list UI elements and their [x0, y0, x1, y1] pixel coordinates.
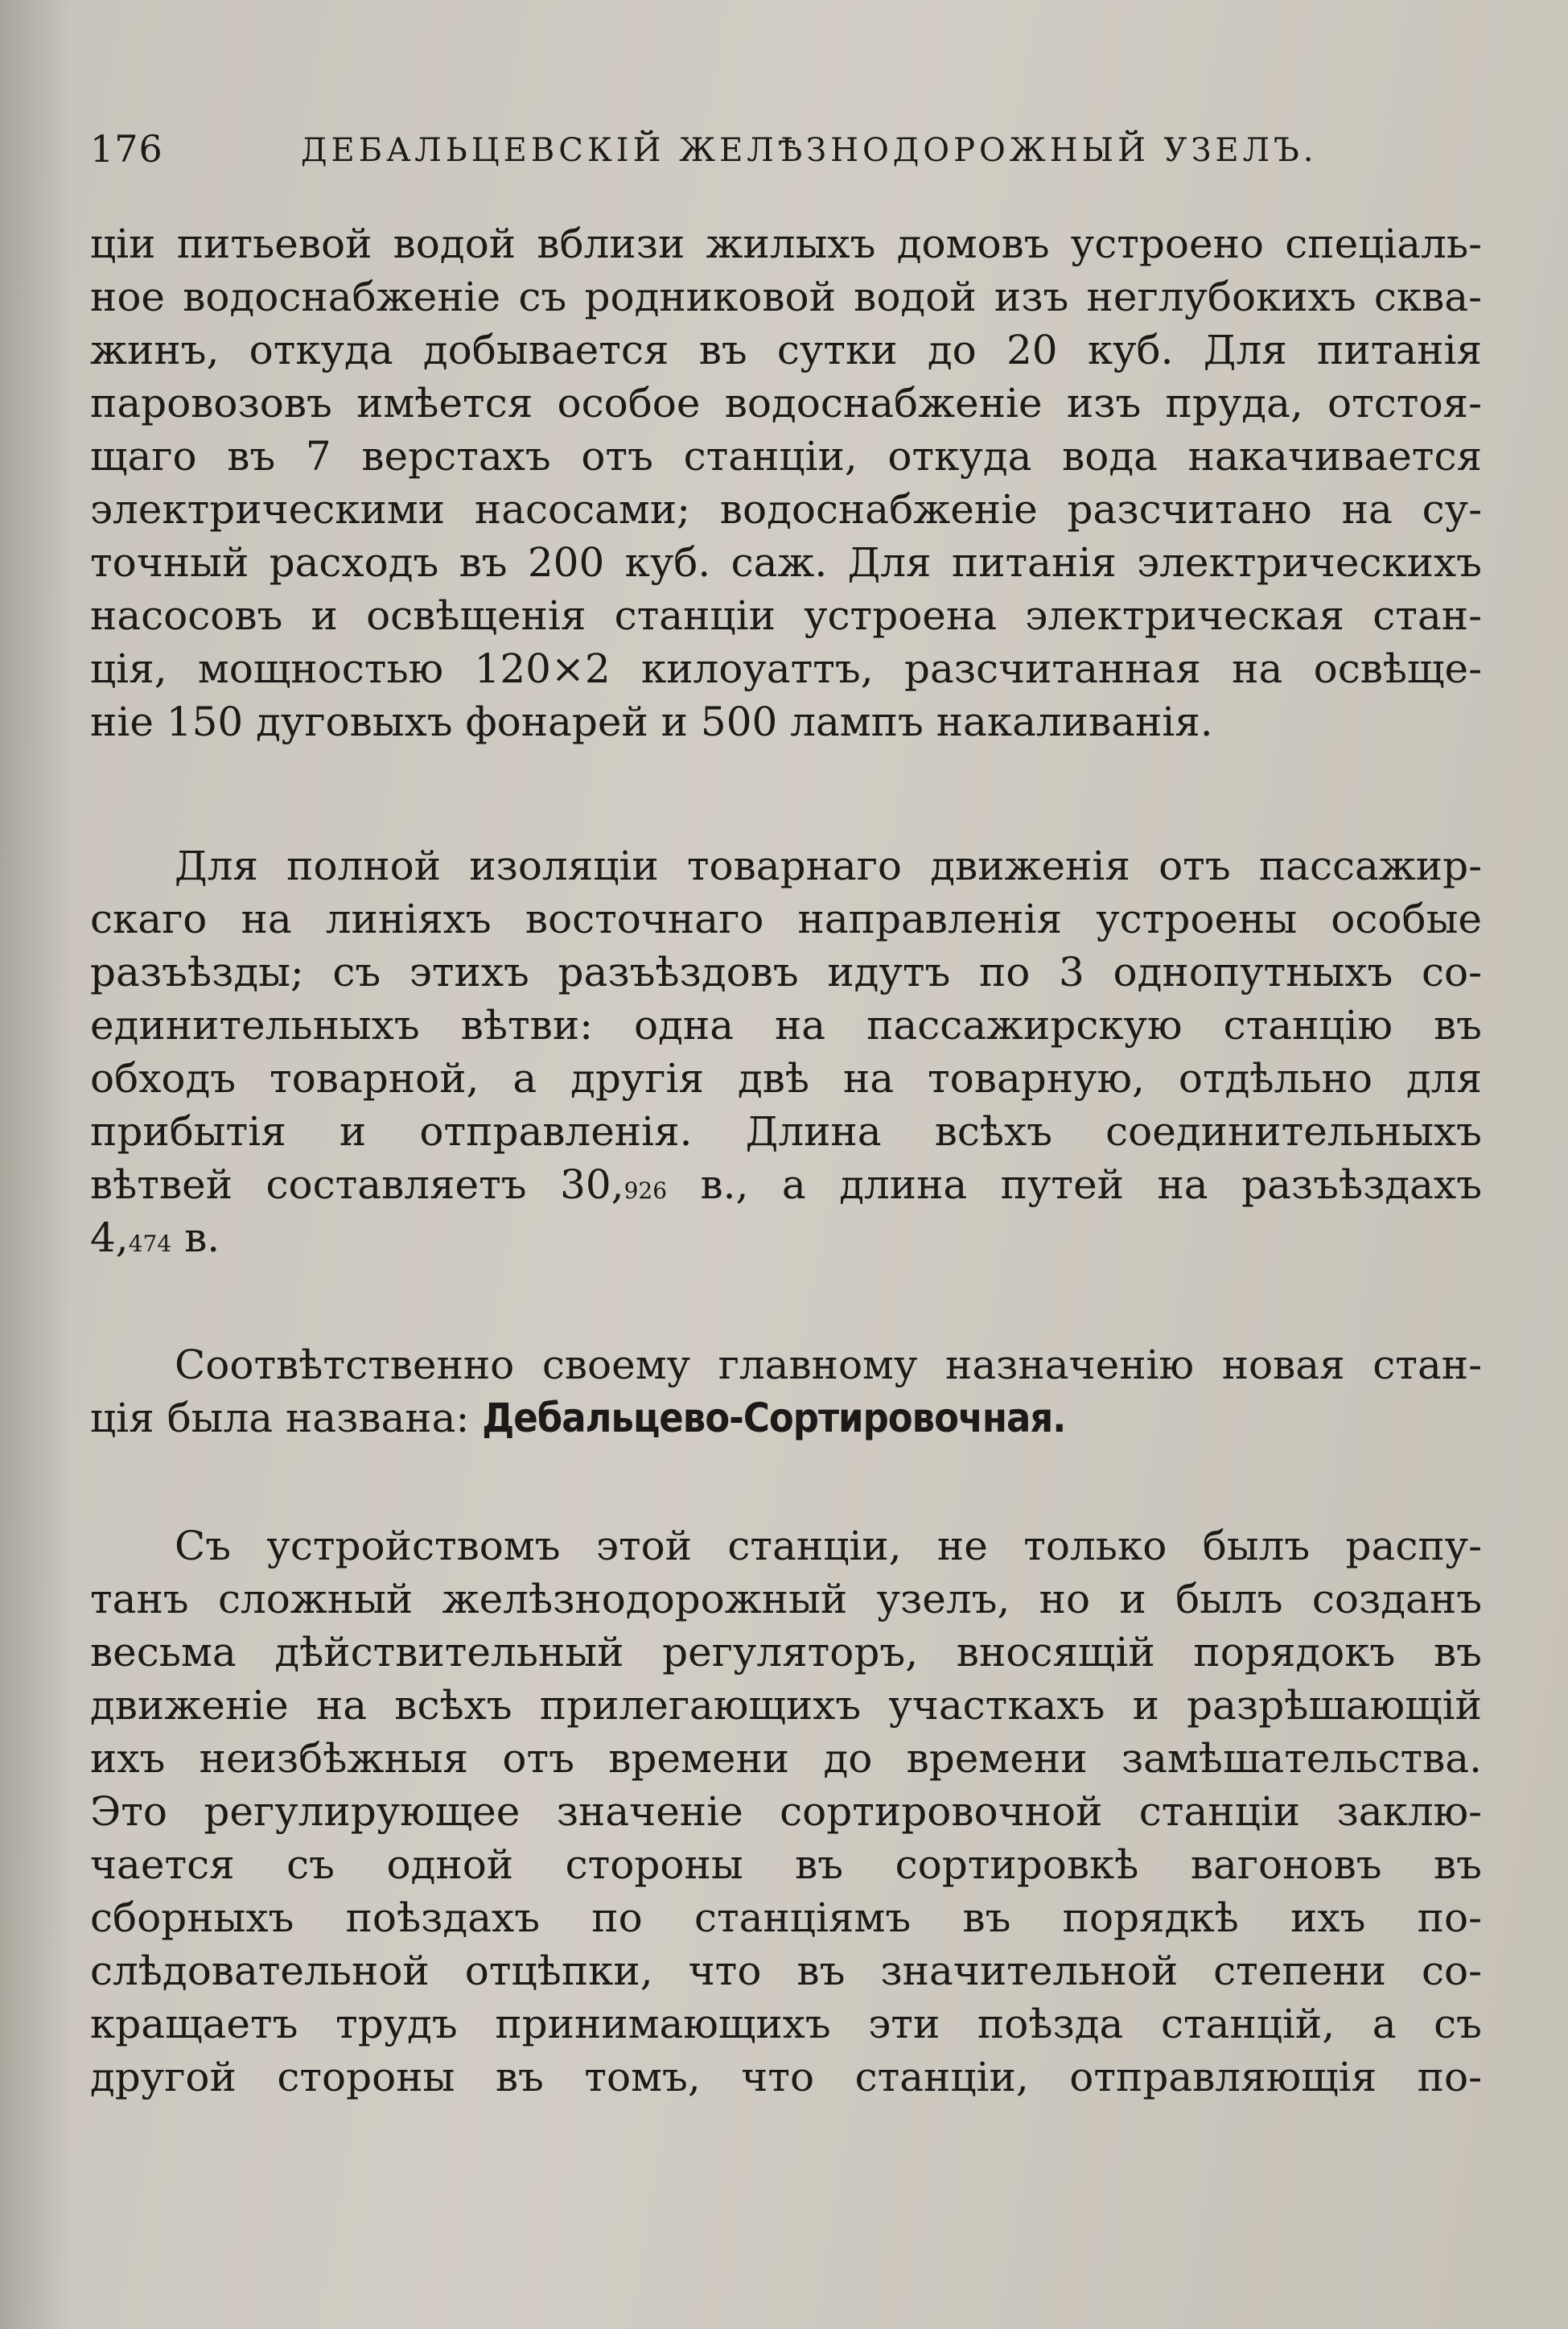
text-line: обходъ товарной, а другія двѣ на товарную, отдѣльно для	[90, 1055, 1482, 1102]
text-line: жинъ, откуда добывается въ сутки до 20 куб. Для питанія	[90, 327, 1482, 373]
text-line	[90, 1158, 1482, 1211]
text-line: ное водоснабженіе съ родниковой водой изъ неглубокихъ сква-	[90, 274, 1482, 320]
text-line: ихъ неизбѣжныя отъ времени до времени замѣшательства.	[90, 1735, 1482, 1782]
text-line: движеніе на всѣхъ прилегающихъ участкахъ и разрѣшающій	[90, 1682, 1482, 1729]
text-line: насосовъ и освѣщенія станціи устроена электрическая стан-	[90, 592, 1482, 639]
text-line: Это регулирующее значеніе сортировочной станціи заклю-	[90, 1788, 1482, 1835]
station-name: Дебальцево-Сортировочная.	[482, 1395, 1066, 1441]
text-fragment: в.	[171, 1214, 220, 1261]
text-line: ціи питьевой водой вблизи жилыхъ домовъ устроено спеціаль-	[90, 221, 1482, 267]
text-line	[90, 1391, 1482, 1445]
text-line: точный расходъ въ 200 куб. саж. Для питанія электрическихъ	[90, 539, 1482, 586]
running-title: ДЕБАЛЬЦЕВСКІЙ ЖЕЛѢЗНОДОРОЖНЫЙ УЗЕЛЪ.	[301, 132, 1318, 169]
page-header	[90, 127, 1490, 183]
text-line: Соотвѣтственно своему главному назначенію новая стан-	[175, 1342, 1482, 1388]
text-line: прибытія и отправленія. Длина всѣхъ соединительныхъ	[90, 1108, 1482, 1155]
page-edge-shadow	[0, 0, 72, 2329]
text-line: щаго въ 7 верстахъ отъ станціи, откуда вода накачивается	[90, 433, 1482, 480]
text-line: Для полной изоляціи товарнаго движенія отъ пассажир-	[175, 843, 1482, 889]
text-fragment: вѣтвей составляетъ 30,	[90, 1161, 624, 1208]
text-line	[90, 1211, 1482, 1264]
text-line: другой стороны въ томъ, что станціи, отправляющія по-	[90, 2054, 1482, 2100]
text-line: кращаетъ трудъ принимающихъ эти поѣзда станцій, а съ	[90, 2001, 1482, 2047]
text-line: разъѣзды; съ этихъ разъѣздовъ идутъ по 3 однопутныхъ со-	[90, 949, 1482, 995]
paragraph-1	[90, 217, 1482, 748]
text-line: единительныхъ вѣтви: одна на пассажирскую станцію въ	[90, 1002, 1482, 1049]
paragraph-3	[90, 1338, 1482, 1445]
text-line: сборныхъ поѣздахъ по станціямъ въ порядкѣ ихъ по-	[90, 1894, 1482, 1941]
paragraph-4	[90, 1519, 1482, 2104]
text-line: паровозовъ имѣется особое водоснабженіе изъ пруда, отстоя-	[90, 380, 1482, 427]
text-line: электрическими насосами; водоснабженіе разсчитано на су-	[90, 486, 1482, 533]
text-line: танъ сложный желѣзнодорожный узелъ, но и былъ созданъ	[90, 1576, 1482, 1622]
text-fragment: ція была названа:	[90, 1395, 483, 1441]
text-line: чается съ одной стороны въ сортировкѣ вагоновъ въ	[90, 1841, 1482, 1888]
text-line: весьма дѣйствительный регуляторъ, вносящій порядокъ въ	[90, 1629, 1482, 1676]
text-line: слѣдовательной отцѣпки, что въ значительной степени со-	[90, 1948, 1482, 1994]
text-fragment: 4,	[90, 1214, 129, 1261]
paragraph-2	[90, 839, 1482, 1264]
text-line: ніе 150 дуговыхъ фонарей и 500 лампъ накаливанія.	[90, 699, 1213, 745]
text-fragment: в., а длина путей на разъѣздахъ	[667, 1161, 1483, 1208]
text-line: скаго на линіяхъ восточнаго направленія устроены особые	[90, 896, 1482, 942]
decimal-fraction: 474	[128, 1230, 172, 1257]
text-line: Съ устройствомъ этой станціи, не только былъ распу-	[175, 1523, 1482, 1569]
page-number: 176	[90, 127, 163, 171]
text-line: ція, мощностью 120×2 килоуаттъ, разсчитанная на освѣще-	[90, 645, 1482, 692]
decimal-fraction: 926	[623, 1177, 668, 1204]
